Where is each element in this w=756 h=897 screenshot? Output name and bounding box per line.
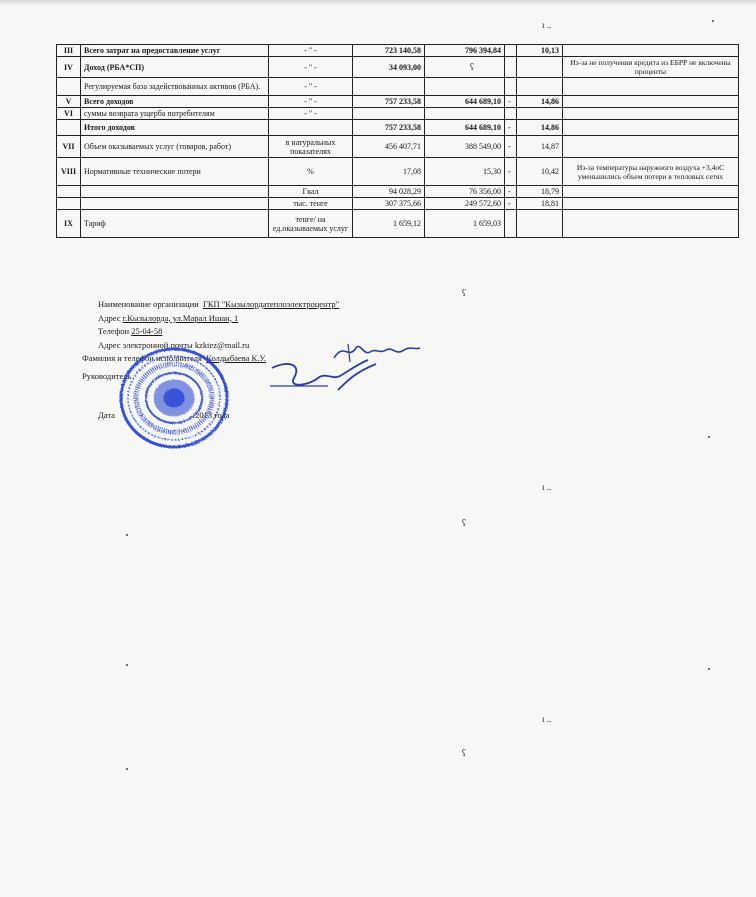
row-value-2 — [425, 78, 505, 96]
row-number — [57, 198, 81, 210]
table-row — [57, 158, 739, 186]
scan-mark: ʕ — [462, 518, 466, 528]
row-dash: - — [505, 120, 517, 136]
row-percent: 14,86 — [517, 120, 563, 136]
scan-mark: ʕ — [470, 62, 474, 72]
org-executor-value: Колдыбаева К.У. — [206, 353, 267, 363]
row-value-1: 723 140,58 — [353, 45, 425, 57]
row-name: Итого доходов — [81, 120, 269, 136]
scan-edge — [0, 0, 756, 6]
row-value-1: 757 233,58 — [353, 96, 425, 108]
row-note — [563, 198, 739, 210]
org-name-line — [98, 298, 339, 312]
row-unit: - " - — [269, 108, 353, 120]
row-dash — [505, 57, 517, 78]
org-phone-label: Телефон — [98, 326, 130, 336]
row-unit: - " - — [269, 45, 353, 57]
row-name: суммы возврата ущерба потребителям — [81, 108, 269, 120]
table-row — [57, 210, 739, 238]
row-percent: 14,87 — [517, 136, 563, 158]
row-name: Всего затрат на предоставление услуг — [81, 45, 269, 57]
row-note: Из-за температуры наружного воздуха +3,4оС уменьшились объем потери в тепловых сетях — [563, 158, 739, 186]
row-value-2: 644 689,10 — [425, 120, 505, 136]
row-note — [563, 136, 739, 158]
org-executor-label: Фамилия и телефон исполнителя — [82, 353, 202, 363]
row-name: Тариф — [81, 210, 269, 238]
scan-dot — [126, 768, 128, 770]
org-email-value: kzktez@mail.ru — [194, 339, 250, 350]
row-unit: - " - — [269, 96, 353, 108]
org-head-label: Руководитель — [82, 370, 132, 381]
row-note — [563, 96, 739, 108]
row-number — [57, 120, 81, 136]
row-note — [563, 78, 739, 96]
org-address-value: г.Кызылорда, ул.Марал Ишан, 1 — [122, 312, 239, 323]
row-number: VII — [57, 136, 81, 158]
table-row — [57, 108, 739, 120]
org-email-label: Адрес электронной почты — [98, 339, 193, 350]
row-unit: Гкал — [269, 186, 353, 198]
signature-head — [268, 356, 380, 396]
row-value-1: 757 233,58 — [353, 120, 425, 136]
row-value-2: 76 356,00 — [425, 186, 505, 198]
row-value-2: 249 572,60 — [425, 198, 505, 210]
row-note — [563, 108, 739, 120]
row-name — [81, 186, 269, 198]
row-number: IV — [57, 57, 81, 78]
row-name: Регулируемая база задействованных активов (РБА). — [81, 78, 269, 96]
org-phone-value: 25-04-58 — [131, 326, 163, 336]
row-dash: - — [505, 198, 517, 210]
row-value-1 — [353, 78, 425, 96]
scan-mark: ı .. — [542, 20, 552, 30]
row-value-1 — [353, 108, 425, 120]
row-percent — [517, 108, 563, 120]
official-stamp — [118, 346, 230, 450]
org-phone-line — [98, 325, 339, 339]
row-number: IX — [57, 210, 81, 238]
table-row — [57, 186, 739, 198]
row-note — [563, 186, 739, 198]
row-unit: % — [269, 158, 353, 186]
org-name-value: ГКП "Кызылордатеплоэлектроцентр" — [202, 299, 340, 309]
table-row — [57, 45, 739, 57]
report-table-body — [57, 45, 739, 238]
row-value-1: 456 407,71 — [353, 136, 425, 158]
row-number: VIII — [57, 158, 81, 186]
row-unit: - " - — [269, 57, 353, 78]
scan-mark: ʕ — [462, 288, 466, 298]
scan-mark: ı .. — [542, 714, 552, 724]
row-unit: в натуральных показателях — [269, 136, 353, 158]
row-value-2 — [425, 108, 505, 120]
org-date-value: 2013 года — [195, 410, 230, 420]
table-row — [57, 57, 739, 78]
org-date-label: Дата — [98, 410, 115, 420]
row-value-1: 34 093,00 — [353, 57, 425, 78]
row-unit: тенге/ на ед.оказываемых услуг — [269, 210, 353, 238]
row-number: VI — [57, 108, 81, 120]
row-value-2: 388 549,00 — [425, 136, 505, 158]
row-value-2: 15,30 — [425, 158, 505, 186]
scan-mark: ı .. — [542, 482, 552, 492]
row-number — [57, 78, 81, 96]
row-value-2: 1 659,03 — [425, 210, 505, 238]
org-name-label: Наименование организации — [98, 299, 199, 309]
row-percent: 18,79 — [517, 186, 563, 198]
row-value-1: 1 659,12 — [353, 210, 425, 238]
row-unit — [269, 120, 353, 136]
row-note: Из-за не получения кредита из ЕБРР не включены проценты — [563, 57, 739, 78]
row-name: Всего доходов — [81, 96, 269, 108]
row-dash: - — [505, 136, 517, 158]
row-value-2 — [425, 57, 505, 78]
row-percent — [517, 78, 563, 96]
row-dash — [505, 45, 517, 57]
row-dash: - — [505, 96, 517, 108]
row-note — [563, 120, 739, 136]
row-name: Нормативные технические потери — [81, 158, 269, 186]
row-note — [563, 210, 739, 238]
row-percent — [517, 210, 563, 238]
row-unit: тыс. тенге — [269, 198, 353, 210]
row-dash — [505, 78, 517, 96]
row-dash — [505, 210, 517, 238]
row-value-2: 796 394,84 — [425, 45, 505, 57]
scan-dot — [712, 20, 714, 22]
row-percent: 18,81 — [517, 198, 563, 210]
row-percent: 10,13 — [517, 45, 563, 57]
table-row — [57, 78, 739, 96]
scan-mark: ʕ — [462, 748, 466, 758]
table-row — [57, 136, 739, 158]
scan-dot — [708, 668, 710, 670]
table-row — [57, 198, 739, 210]
row-number: V — [57, 96, 81, 108]
scan-dot — [126, 534, 128, 536]
org-address-line — [98, 312, 339, 326]
row-percent: 14,86 — [517, 96, 563, 108]
org-address-label: Адрес — [98, 312, 121, 323]
table-row — [57, 96, 739, 108]
row-number — [57, 186, 81, 198]
row-dash: - — [505, 186, 517, 198]
row-value-1: 17,08 — [353, 158, 425, 186]
row-unit: - " - — [269, 78, 353, 96]
scan-dot — [126, 664, 128, 666]
table-row — [57, 120, 739, 136]
row-dash: - — [505, 158, 517, 186]
row-percent: 10,42 — [517, 158, 563, 186]
row-value-1: 94 028,29 — [353, 186, 425, 198]
row-name: Объем оказываемых услуг (товаров, работ) — [81, 136, 269, 158]
row-name: Доход (РБА*СП) — [81, 57, 269, 78]
row-number: III — [57, 45, 81, 57]
row-name — [81, 198, 269, 210]
row-dash — [505, 108, 517, 120]
row-value-2: 644 689,10 — [425, 96, 505, 108]
scan-dot — [708, 436, 710, 438]
row-note — [563, 45, 739, 57]
row-percent — [517, 57, 563, 78]
report-table — [56, 44, 739, 238]
row-value-1: 307 375,66 — [353, 198, 425, 210]
